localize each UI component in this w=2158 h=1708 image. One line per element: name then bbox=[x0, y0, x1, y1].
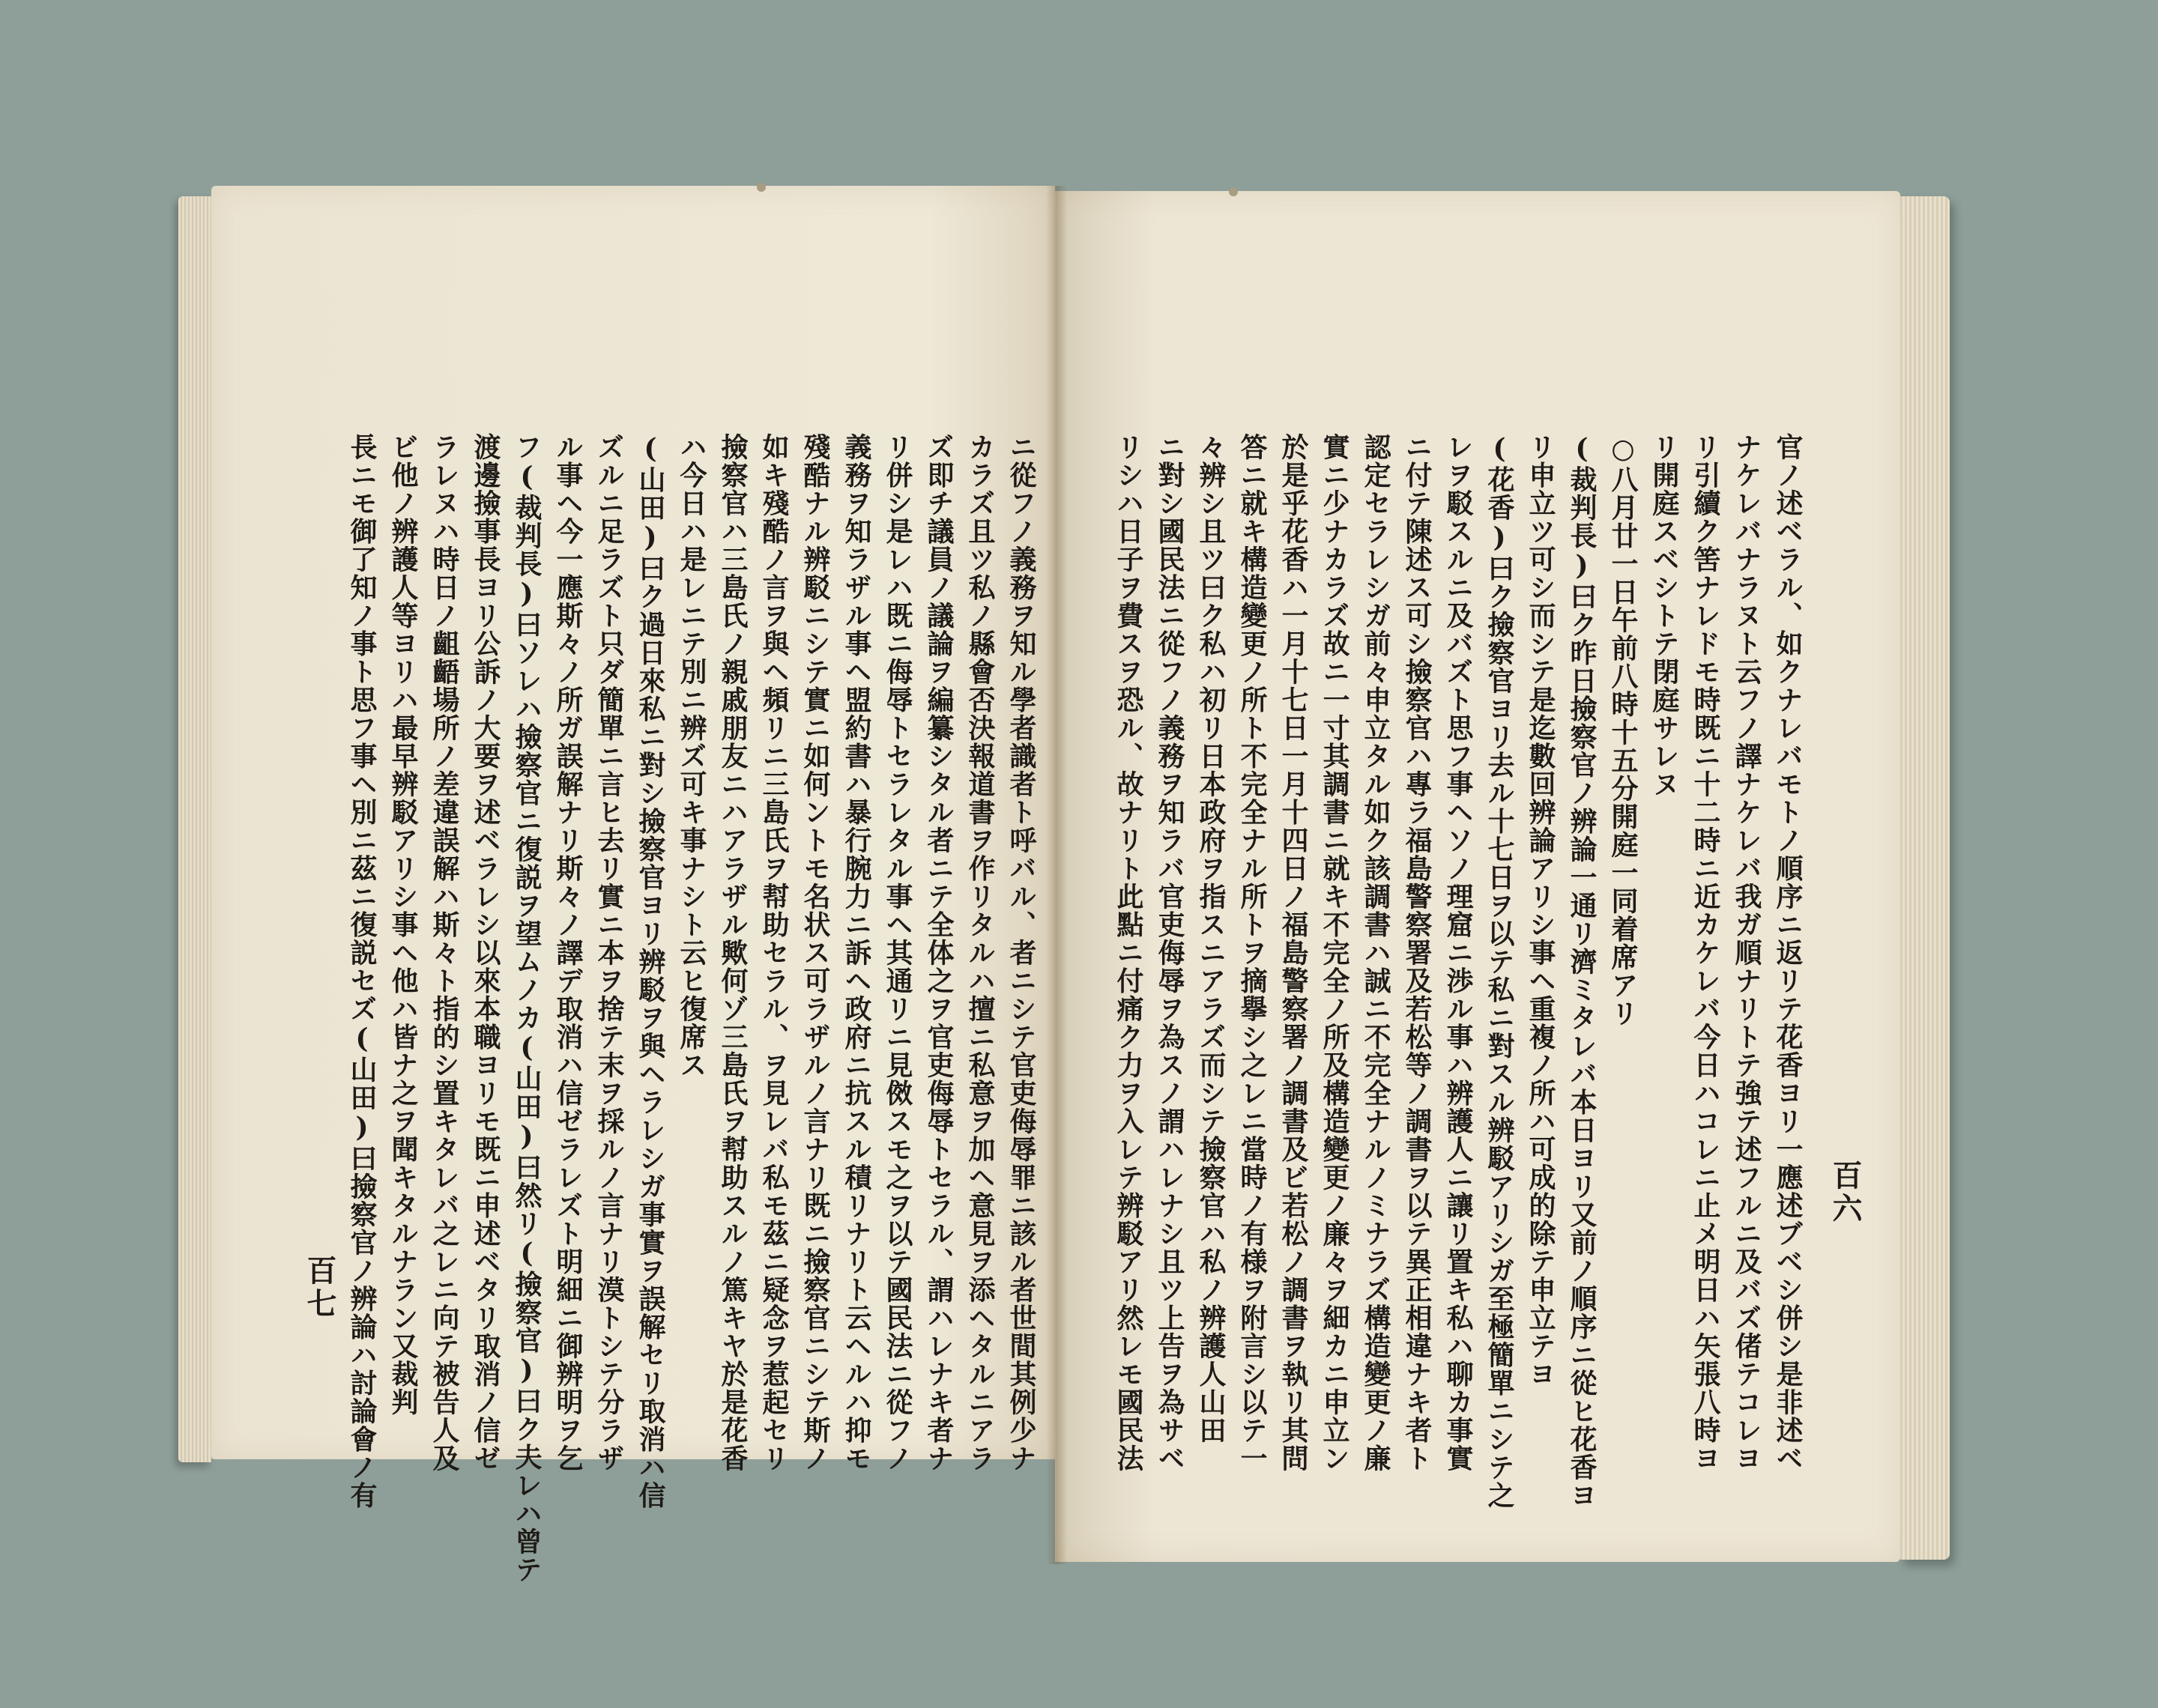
text-column: レヲ駁スルニ及バズト思フ事ヘソノ理窟ニ渉ル事ハ辨護人ニ讓リ置キ私ハ聊カ事實 bbox=[1442, 433, 1474, 1473]
text-column: 答ニ就キ構造變更ノ所ト不完全ナル所トヲ摘擧シ之レニ當時ノ有様ヲ附言シ以テ一 bbox=[1236, 433, 1268, 1473]
text-column: リ引續ク筈ナレドモ時既ニ十二時ニ近カケレバ今日ハコレニ止メ明日ハ矢張八時ヨ bbox=[1690, 433, 1721, 1473]
text-column: 認定セラレシガ前々申立タル如ク該調書ハ誠ニ不完全ナルノミナラズ構造變更ノ廉 bbox=[1360, 433, 1391, 1473]
text-column: ニ對シ國民法ニ從フノ義務ヲ知ラバ官吏侮辱ヲ為スノ謂ハレナシ且ツ上告ヲ為サベ bbox=[1154, 433, 1185, 1473]
text-column: ニ付テ陳述ス可シ撿察官ハ專ラ福島警察署及若松等ノ調書ヲ以テ異正相違ナキ者ト bbox=[1401, 433, 1433, 1473]
text-column: ズルニ足ラズト只ダ簡單ニ言ヒ去リ實ニ本ヲ捨テ末ヲ採ルノ言ナリ漠トシテ分ラザ bbox=[593, 433, 625, 1473]
right-page-edges bbox=[1900, 196, 1950, 1560]
text-column: リ開庭スベシトテ閉庭サレヌ bbox=[1648, 433, 1680, 799]
text-column: (花香)曰ク撿察官ヨリ去ル十七日ヲ以テ私ニ對スル辨駁アリシガ至極簡單ニシテ之 bbox=[1484, 433, 1515, 1509]
text-column: ラレヌハ時日ノ齟齬場所ノ差違誤解ハ斯々ト指的シ置キタレバ之レニ向テ被告人及 bbox=[429, 433, 460, 1473]
text-column: リ併シ是レハ既ニ侮辱トセラレタル事ヘ其通リニ見傚スモ之ヲ以テ國民法ニ從フノ bbox=[882, 433, 913, 1473]
text-column: 長ニモ御了知ノ事ト思フ事ヘ別ニ茲ニ復説セズ(山田)曰撿察官ノ辨論ハ討論會ノ有 bbox=[346, 433, 378, 1509]
text-column: ○八月廿一日午前八時十五分開庭一同着席アリ bbox=[1607, 433, 1639, 1028]
text-column: 渡邊撿事長ヨリ公訴ノ大要ヲ述ベラレシ以來本職ヨリモ既ニ申述ベタリ取消ノ信ゼ bbox=[470, 433, 501, 1473]
book-gutter bbox=[1046, 186, 1067, 1564]
text-column: ビ他ノ辨護人等ヨリハ最早辨駁アリシ事ヘ他ハ皆ナ之ヲ聞キタルナラン又裁判 bbox=[387, 433, 419, 1417]
text-column: ル事ヘ今一應斯々ノ所ガ誤解ナリ斯々ノ譯デ取消ハ信ゼラレズト明細ニ御辨明ヲ乞 bbox=[552, 433, 584, 1473]
right-page-text bbox=[1107, 433, 1808, 1512]
binding-hole bbox=[1229, 187, 1238, 196]
text-column: リ申立ツ可シ而シテ是迄數回辨論アリシ事ヘ重複ノ所ハ可成的除テ申立テヨ bbox=[1525, 433, 1556, 1388]
text-column: リシハ日子ヲ費スヲ恐ル、故ナリト此點ニ付痛ク力ヲ入レテ辨駁アリ然レモ國民法 bbox=[1113, 433, 1144, 1473]
text-column: 撿察官ハ三島氏ノ親戚朋友ニハアラザル歟何ゾ三島氏ヲ幇助スルノ篤キヤ於是花香 bbox=[717, 433, 749, 1473]
page-number: 百七 bbox=[302, 1255, 337, 1321]
binding-hole bbox=[757, 183, 766, 192]
text-column: 官ノ述ベラル、如クナレバモトノ順序ニ返リテ花香ヨリ一應述ブベシ併シ是非述ベ bbox=[1772, 433, 1804, 1473]
left-page-text bbox=[341, 433, 1042, 1584]
text-column: ハ今日ハ是レニテ別ニ辨ズ可キ事ナシト云ヒ復席ス bbox=[676, 433, 707, 1079]
text-column: フ(裁判長)曰ソレハ撿察官ニ復説ヲ望ムノカ(山田)曰然リ(撿察官)曰ク夫レハ曾テ bbox=[511, 433, 542, 1584]
text-column: ナケレバナラヌト云フノ譯ナケレバ我ガ順ナリトテ強テ述フルニ及バズ偖テコレヨ bbox=[1731, 433, 1762, 1473]
text-column: 實ニ少ナカラズ故ニ一寸其調書ニ就キ不完全ノ所及構造變更ノ廉々ヲ細カニ申立ン bbox=[1319, 433, 1350, 1473]
text-column: 殘酷ナル辨駁ニシテ實ニ如何ントモ名状ス可ラザルノ言ナリ既ニ撿察官ニシテ斯ノ bbox=[800, 433, 831, 1473]
text-column: 義務ヲ知ラザル事ヘ盟約書ハ暴行腕力ニ訴ヘ政府ニ抗スル積リナリト云ヘルハ抑モ bbox=[841, 433, 872, 1473]
page-number: 百六 bbox=[1828, 1160, 1863, 1226]
text-column: カラズ且ツ私ノ縣會否決報道書ヲ作リタルハ擅ニ私意ヲ加ヘ意見ヲ添ヘタルニアラ bbox=[964, 433, 996, 1473]
text-column: 々辨シ且ツ曰ク私ハ初リ日本政府ヲ指スニアラズ而シテ撿察官ハ私ノ辨護人山田 bbox=[1195, 433, 1227, 1444]
text-column: (裁判長)曰ク昨日撿察官ノ辨論一通リ濟ミタレバ本日ヨリ又前ノ順序ニ從ヒ花香ヨ bbox=[1566, 433, 1598, 1509]
text-column: 於是乎花香ハ一月十七日一月十四日ノ福島警察署ノ調書及ビ若松ノ調書ヲ執リ其問 bbox=[1278, 433, 1309, 1473]
text-column: (山田)曰ク過日來私ニ對シ撿察官ヨリ辨駁ヲ與ヘラレシガ事實ヲ誤解セリ取消ハ信 bbox=[635, 433, 666, 1509]
text-column: ズ即チ議員ノ議論ヲ編纂シタル者ニテ全体之ヲ官吏侮辱トセラル、謂ハレナキ者ナ bbox=[923, 433, 955, 1473]
text-column: ニ從フノ義務ヲ知ル學者識者ト呼バル、者ニシテ官吏侮辱罪ニ該ル者世間其例少ナ bbox=[1006, 433, 1037, 1473]
left-page-edges bbox=[178, 196, 211, 1462]
text-column: 如キ殘酷ノ言ヲ與ヘ頻リニ三島氏ヲ幇助セラル、ヲ見レバ私モ茲ニ疑念ヲ惹起セリ bbox=[758, 433, 790, 1473]
